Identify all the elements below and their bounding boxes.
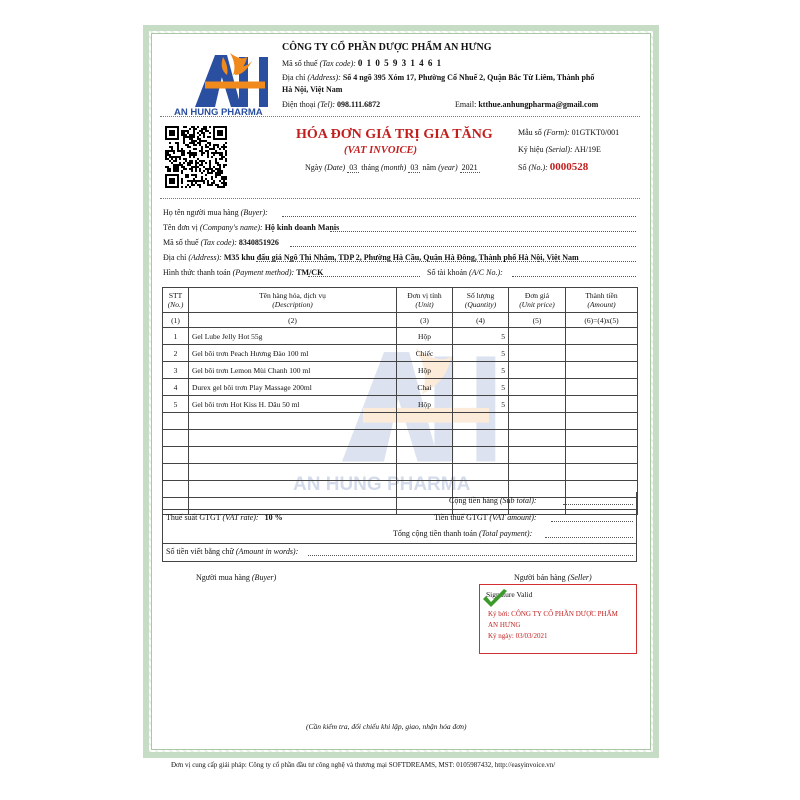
row-no: 2 bbox=[163, 345, 189, 362]
invoice-number-row: Số (No.): 0000528 bbox=[518, 161, 589, 173]
header-divider bbox=[160, 116, 640, 117]
row-unit-price bbox=[509, 396, 566, 413]
row-description: Durex gel bôi trơn Play Massage 200ml bbox=[189, 379, 397, 396]
table-index-row bbox=[163, 313, 638, 328]
buyer-unit-row: Tên đơn vị (Company's name): Hộ kinh doanh Manis bbox=[163, 223, 340, 232]
empty-cell bbox=[509, 464, 566, 481]
index-cell: (3) bbox=[397, 313, 453, 328]
empty-cell bbox=[509, 430, 566, 447]
empty-cell bbox=[566, 430, 638, 447]
buyer-address-row: Địa chỉ (Address): M35 khu đấu giá Ngô Thì Nhậm, TDP 2, Phường Hà Cầu, Quận Hà Đông, Thành phố Hà Nội, Việt Nam bbox=[163, 253, 579, 262]
company-tax-row: Mã số thuế (Tax code): 0 1 0 5 9 3 1 4 6 1 bbox=[282, 58, 443, 68]
empty-cell bbox=[397, 413, 453, 430]
row-amount bbox=[566, 396, 638, 413]
summary-block bbox=[162, 492, 637, 562]
table-row bbox=[163, 379, 638, 396]
vat-amount-row: Tiền thuế GTGT (VAT amount): bbox=[434, 513, 537, 522]
qr-code bbox=[165, 126, 227, 188]
signature-signed-date: Ký ngày: 03/03/2021 bbox=[488, 632, 548, 640]
empty-cell bbox=[397, 447, 453, 464]
row-unit: Hộp bbox=[397, 362, 453, 379]
empty-cell bbox=[566, 447, 638, 464]
header-no: STT (No.) bbox=[163, 288, 189, 313]
row-description: Gel bôi trơn Lemon Mùi Chanh 100 ml bbox=[189, 362, 397, 379]
table-row bbox=[163, 328, 638, 345]
summary-divider-2 bbox=[163, 543, 636, 544]
vat-rate-row: Thuế suất GTGT (VAT rate): 10 % bbox=[166, 513, 283, 522]
items-table bbox=[162, 287, 638, 515]
row-amount bbox=[566, 328, 638, 345]
header-unit-price: Đơn giá (Unit price) bbox=[509, 288, 566, 313]
row-quantity: 5 bbox=[453, 345, 509, 362]
buyer-name-row: Họ tên người mua hàng (Buyer): bbox=[163, 208, 268, 217]
empty-cell bbox=[163, 413, 189, 430]
empty-cell bbox=[509, 447, 566, 464]
row-unit: Chiếc bbox=[397, 345, 453, 362]
table-row bbox=[163, 362, 638, 379]
empty-cell bbox=[189, 464, 397, 481]
row-unit-price bbox=[509, 328, 566, 345]
row-unit-price bbox=[509, 379, 566, 396]
row-unit: Hộp bbox=[397, 396, 453, 413]
total-dots bbox=[545, 537, 633, 538]
invoice-title: HÓA ĐƠN GIÁ TRỊ GIA TĂNG bbox=[296, 127, 493, 142]
empty-cell bbox=[566, 413, 638, 430]
row-no: 3 bbox=[163, 362, 189, 379]
empty-cell bbox=[163, 447, 189, 464]
header-quantity: Số lượng (Quantity) bbox=[453, 288, 509, 313]
header-amount: Thành tiền (Amount) bbox=[566, 288, 638, 313]
empty-cell bbox=[397, 430, 453, 447]
row-unit-price bbox=[509, 345, 566, 362]
empty-cell bbox=[397, 464, 453, 481]
watermark-text: AN HUNG PHARMA bbox=[293, 474, 471, 495]
provider-note: Đơn vị cung cấp giải pháp: Công ty cổ phần đầu tư công nghệ và thương mại SOFTDREAMS, MST: 0105987432, http://easyinvoice.vn/ bbox=[171, 761, 556, 769]
subtotal-dots bbox=[563, 504, 633, 505]
signature-valid-text: Signature Valid bbox=[486, 590, 533, 599]
buyer-payment-dots bbox=[308, 276, 420, 277]
header-unit: Đơn vị tính (Unit) bbox=[397, 288, 453, 313]
empty-cell bbox=[189, 413, 397, 430]
subtotal-row: Cộng tiền hàng (Sub total): bbox=[449, 496, 537, 505]
empty-cell bbox=[163, 430, 189, 447]
check-icon bbox=[481, 588, 509, 610]
empty-cell bbox=[566, 464, 638, 481]
row-quantity: 5 bbox=[453, 379, 509, 396]
row-unit-price bbox=[509, 362, 566, 379]
empty-cell bbox=[163, 464, 189, 481]
table-row bbox=[163, 345, 638, 362]
buyer-name-dots bbox=[282, 216, 636, 217]
summary-divider-1 bbox=[163, 509, 636, 510]
index-cell: (6)=(4)x(5) bbox=[566, 313, 638, 328]
empty-cell bbox=[189, 447, 397, 464]
signature-signed-by: Ký bởi: CÔNG TY CỔ PHẦN DƯỢC PHẨM bbox=[488, 610, 618, 618]
table-row-empty bbox=[163, 413, 638, 430]
company-phone-row: Điện thoại (Tel): 098.111.6872 bbox=[282, 100, 381, 109]
row-amount bbox=[566, 362, 638, 379]
index-cell: (1) bbox=[163, 313, 189, 328]
table-row bbox=[163, 396, 638, 413]
table-row-empty bbox=[163, 430, 638, 447]
invoice-date-row: Ngày (Date) 03 tháng (month) 03 năm (year) 2021 bbox=[305, 163, 478, 172]
row-quantity: 5 bbox=[453, 328, 509, 345]
header-description: Tên hàng hóa, dịch vụ (Description) bbox=[189, 288, 397, 313]
buyer-signature-label: Người mua hàng (Buyer) bbox=[196, 573, 277, 582]
row-description: Gel bôi trơn Peach Hương Đào 100 ml bbox=[189, 345, 397, 362]
buyer-tax-dots bbox=[290, 246, 636, 247]
signature-signed-by-2: AN HƯNG bbox=[488, 621, 521, 629]
invoice-subtitle: (VAT INVOICE) bbox=[344, 145, 418, 156]
invoice-serial-row: Ký hiệu (Serial): AH/19E bbox=[518, 145, 601, 154]
index-cell: (5) bbox=[509, 313, 566, 328]
buyer-account-row: Số tài khoản (A/C No.): bbox=[427, 268, 503, 277]
empty-cell bbox=[453, 464, 509, 481]
row-unit: Chai bbox=[397, 379, 453, 396]
row-description: Gel bôi trơn Hot Kiss H. Dâu 50 ml bbox=[189, 396, 397, 413]
buyer-account-dots bbox=[512, 276, 636, 277]
company-email-row: Email: ktthue.anhungpharma@gmail.com bbox=[455, 100, 599, 109]
amount-words-row: Số tiền viết bằng chữ (Amount in words): bbox=[166, 547, 299, 556]
row-description: Gel Lube Jelly Hot 55g bbox=[189, 328, 397, 345]
empty-cell bbox=[453, 430, 509, 447]
row-no: 4 bbox=[163, 379, 189, 396]
row-no: 5 bbox=[163, 396, 189, 413]
row-quantity: 5 bbox=[453, 362, 509, 379]
row-unit: Hộp bbox=[397, 328, 453, 345]
index-cell: (2) bbox=[189, 313, 397, 328]
buyer-unit-dots bbox=[330, 231, 636, 232]
buyer-tax-row: Mã số thuế (Tax code): 8340851926 bbox=[163, 238, 279, 247]
company-address-row: Địa chỉ (Address): Số 4 ngõ 395 Xóm 17, Phường Cổ Nhuế 2, Quận Bắc Từ Liêm, Thành phố bbox=[282, 73, 595, 82]
title-divider bbox=[160, 198, 640, 199]
row-amount bbox=[566, 345, 638, 362]
vat-amount-dots bbox=[551, 521, 633, 522]
invoice-form-row: Mẫu số (Form): 01GTKT0/001 bbox=[518, 128, 620, 137]
empty-cell bbox=[453, 447, 509, 464]
row-no: 1 bbox=[163, 328, 189, 345]
seller-signature-label: Người bán hàng (Seller) bbox=[514, 573, 592, 582]
buyer-payment-row: Hình thức thanh toán (Payment method): TM/CK bbox=[163, 268, 324, 277]
index-cell: (4) bbox=[453, 313, 509, 328]
check-note: (Cần kiểm tra, đối chiếu khi lập, giao, nhận hóa đơn) bbox=[306, 722, 467, 731]
empty-cell bbox=[189, 430, 397, 447]
buyer-address-dots bbox=[256, 261, 636, 262]
logo-text: AN HUNG PHARMA bbox=[174, 107, 263, 118]
table-header-row bbox=[163, 288, 638, 313]
amount-words-dots bbox=[308, 555, 633, 556]
company-address-line2: Hà Nội, Việt Nam bbox=[282, 85, 343, 94]
row-amount bbox=[566, 379, 638, 396]
company-name: CÔNG TY CỔ PHẦN DƯỢC PHẨM AN HƯNG bbox=[282, 42, 492, 53]
table-row-empty bbox=[163, 447, 638, 464]
table-row-empty bbox=[163, 464, 638, 481]
row-quantity: 5 bbox=[453, 396, 509, 413]
empty-cell bbox=[509, 413, 566, 430]
empty-cell bbox=[453, 413, 509, 430]
total-row: Tổng cộng tiền thanh toán (Total payment): bbox=[393, 529, 533, 538]
